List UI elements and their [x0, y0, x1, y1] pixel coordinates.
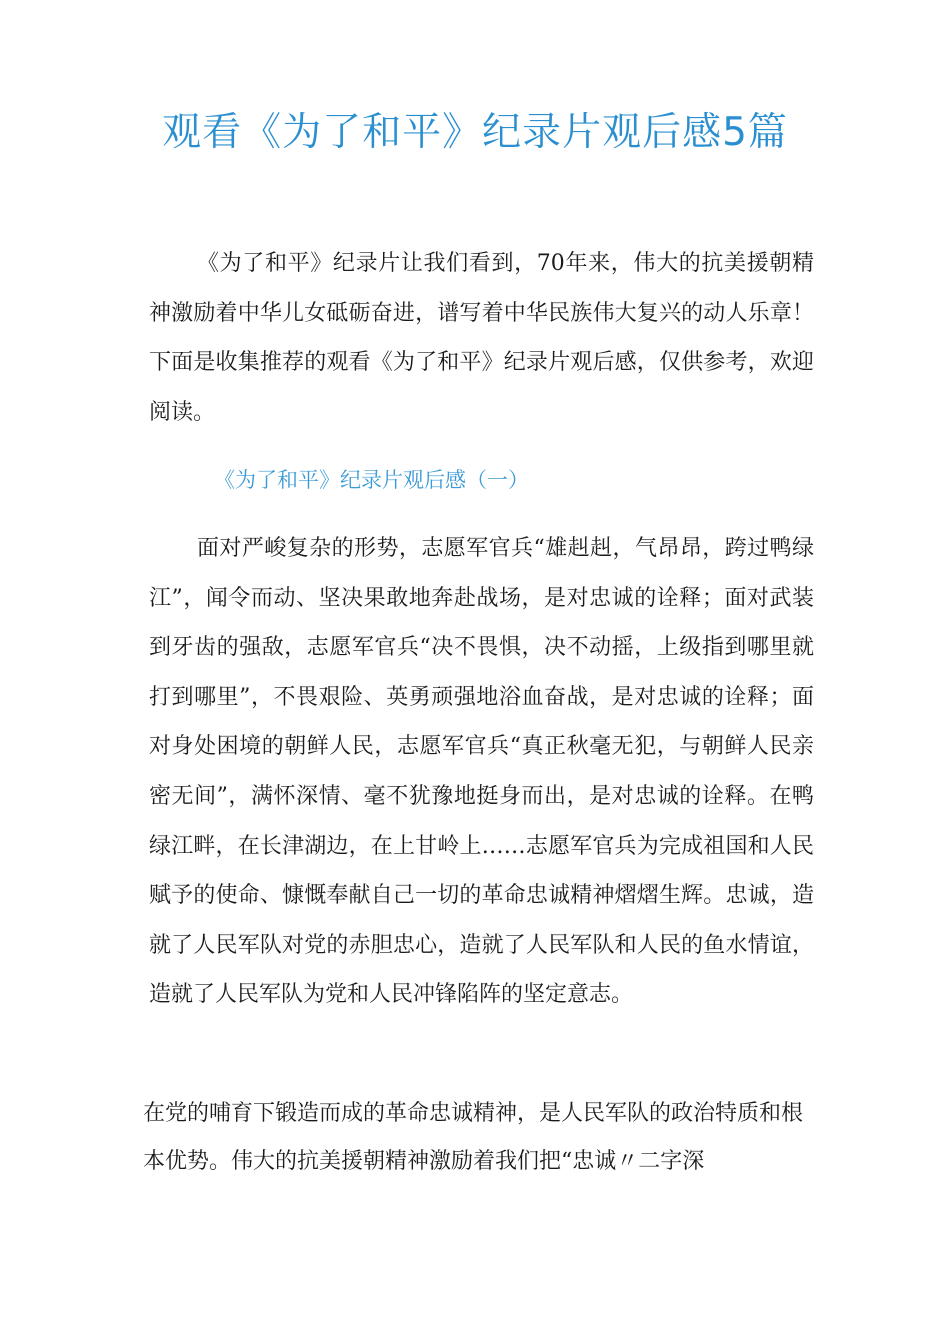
body-paragraph-1: 面对严峻复杂的形势，志愿军官兵“雄赳赳，气昂昂，跨过鸭绿江”，闻令而动、坚决果敢地奔赴战场，是对忠诚的诠释；面对武装到牙齿的强敌，志愿军官兵“决不畏惧，决不动摇，上级指到哪里就打到哪里”，不畏艰险、英勇顽强地浴血奋战，是对忠诚的诠释；面对身处困境的朝鲜人民，志愿军官兵“真正秋毫无犯，与朝鲜人民亲密无间”，满怀深情、毫不犹豫地挺身而出，是对忠诚的诠释。在鸭绿江畔，在长津湖边，在上甘岭上……志愿军官兵为完成祖国和人民赋予的使命、慷慨奉献自己一切的革命忠诚精神熠熠生辉。忠诚，造就了人民军队对党的赤胆忠心，造就了人民军队和人民的鱼水情谊，造就了人民军队为党和人民冲锋陷阵的坚定意志。 — [149, 536, 814, 1008]
document-title: 观看《为了和平》纪录片观后感5篇 — [162, 110, 788, 155]
section-heading: 《为了和平》纪录片观后感（一） — [214, 468, 529, 492]
body-paragraph-2: 在党的哺育下锻造而成的革命忠诚精神，是人民军队的政治特质和根本优势。伟大的抗美援朝精神激励着我们把“忠诚〃二字深 — [143, 1101, 804, 1174]
intro-paragraph: 《为了和平》纪录片让我们看到，70年来，伟大的抗美援朝精神激励着中华儿女砥砺奋进，谱写着中华民族伟大复兴的动人乐章！下面是收集推荐的观看《为了和平》纪录片观后感，仅供参考，欢迎阅读。 — [149, 251, 814, 425]
